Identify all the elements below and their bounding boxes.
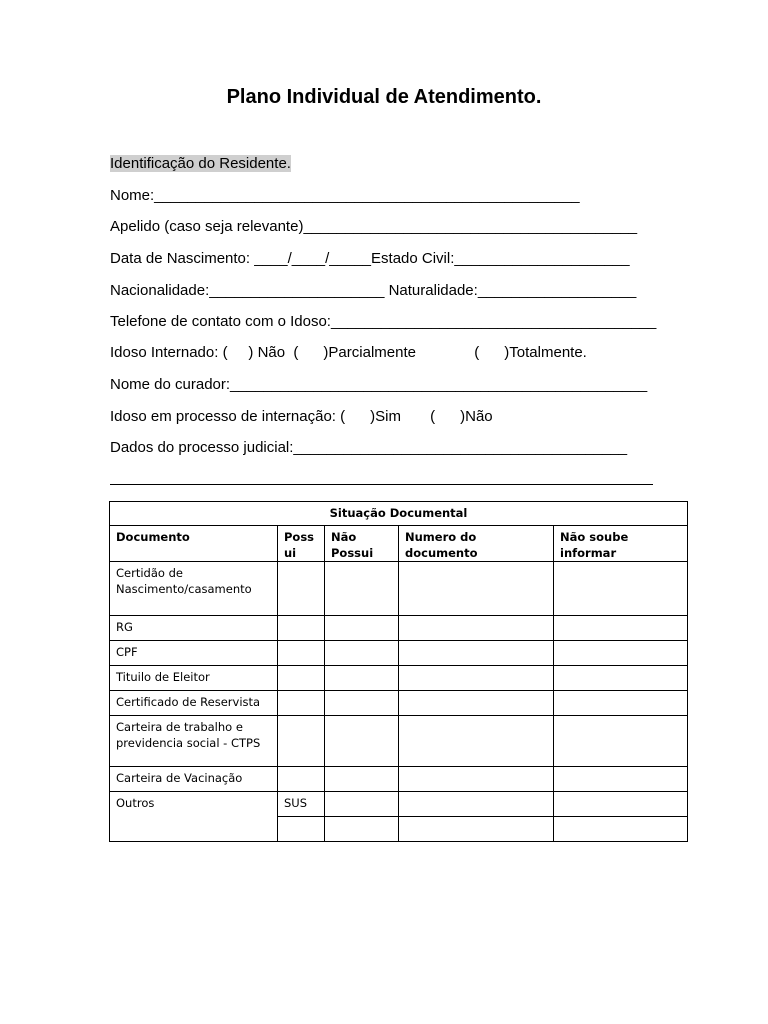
row-label: Carteira de trabalho e previdencia social - CTPS	[110, 716, 278, 767]
cell-possui[interactable]	[278, 616, 325, 641]
cell-numero[interactable]	[399, 641, 554, 666]
cell-possui[interactable]	[278, 641, 325, 666]
field-nome-curador[interactable]: Nome do curador:__________________________________________________	[110, 376, 648, 393]
field-processo-judicial[interactable]: Dados do processo judicial:________________________________________	[110, 439, 628, 456]
cell-nao-possui[interactable]	[325, 691, 399, 716]
row-label: CPF	[110, 641, 278, 666]
cell-nao-soube[interactable]	[554, 641, 688, 666]
cell-nao-possui[interactable]	[325, 792, 399, 817]
cell-possui[interactable]	[278, 817, 325, 842]
table-row	[110, 716, 688, 767]
field-processo-internacao[interactable]: Idoso em processo de internação: ( )Sim ( )Não	[110, 408, 493, 425]
table-caption: Situação Documental	[110, 502, 688, 526]
cell-nao-possui[interactable]	[325, 616, 399, 641]
row-label: RG	[110, 616, 278, 641]
cell-nao-soube[interactable]	[554, 691, 688, 716]
table-row	[110, 666, 688, 691]
header-documento: Documento	[110, 526, 278, 562]
cell-nao-possui[interactable]	[325, 562, 399, 616]
cell-numero[interactable]	[399, 792, 554, 817]
cell-numero[interactable]	[399, 716, 554, 767]
cell-possui[interactable]	[278, 666, 325, 691]
table-row-outros	[110, 792, 688, 817]
header-possui: Poss ui	[278, 526, 325, 562]
table-row	[110, 641, 688, 666]
cell-nao-possui[interactable]	[325, 641, 399, 666]
cell-numero[interactable]	[399, 817, 554, 842]
cell-sus-label: SUS	[278, 792, 325, 817]
header-numero-documento: Numero do documento	[399, 526, 554, 562]
table-row	[110, 691, 688, 716]
cell-nao-possui[interactable]	[325, 666, 399, 691]
table-row	[110, 562, 688, 616]
cell-nao-soube[interactable]	[554, 562, 688, 616]
header-nao-possui: Não Possui	[325, 526, 399, 562]
cell-numero[interactable]	[399, 666, 554, 691]
cell-nao-possui[interactable]	[325, 716, 399, 767]
field-nacionalidade[interactable]: Nacionalidade:_____________________ Naturalidade:___________________	[110, 282, 637, 299]
field-data-nascimento[interactable]: Data de Nascimento: ____/____/_____Estado Civil:_____________________	[110, 250, 630, 267]
cell-nao-possui[interactable]	[325, 817, 399, 842]
page-title: Plano Individual de Atendimento.	[226, 86, 542, 108]
row-label: Tituilo de Eleitor	[110, 666, 278, 691]
cell-possui[interactable]	[278, 767, 325, 792]
cell-nao-soube[interactable]	[554, 767, 688, 792]
cell-nao-soube[interactable]	[554, 792, 688, 817]
section-heading-text: Identificação do Residente.	[110, 155, 291, 172]
continuation-line[interactable]	[110, 484, 653, 485]
cell-possui[interactable]	[278, 716, 325, 767]
field-nome[interactable]: Nome:___________________________________________________	[110, 187, 580, 204]
row-label: Carteira de Vacinação	[110, 767, 278, 792]
cell-nao-soube[interactable]	[554, 716, 688, 767]
cell-numero[interactable]	[399, 562, 554, 616]
cell-possui[interactable]	[278, 691, 325, 716]
documents-table	[109, 501, 688, 842]
cell-numero[interactable]	[399, 616, 554, 641]
cell-numero[interactable]	[399, 691, 554, 716]
cell-nao-soube[interactable]	[554, 666, 688, 691]
cell-nao-possui[interactable]	[325, 767, 399, 792]
table-row	[110, 767, 688, 792]
row-label: Certidão de Nascimento/casamento	[110, 562, 278, 616]
cell-numero[interactable]	[399, 767, 554, 792]
field-idoso-internado[interactable]: Idoso Internado: ( ) Não ( )Parcialmente ( )Totalmente.	[110, 344, 587, 361]
table-row	[110, 616, 688, 641]
cell-nao-soube[interactable]	[554, 616, 688, 641]
header-nao-soube-informar: Não soube informar	[554, 526, 688, 562]
field-telefone[interactable]: Telefone de contato com o Idoso:_______________________________________	[110, 313, 657, 330]
row-label-outros: Outros	[110, 792, 278, 842]
cell-possui[interactable]	[278, 562, 325, 616]
section-heading	[110, 155, 291, 173]
field-apelido[interactable]: Apelido (caso seja relevante)________________________________________	[110, 218, 638, 235]
cell-nao-soube[interactable]	[554, 817, 688, 842]
row-label: Certificado de Reservista	[110, 691, 278, 716]
